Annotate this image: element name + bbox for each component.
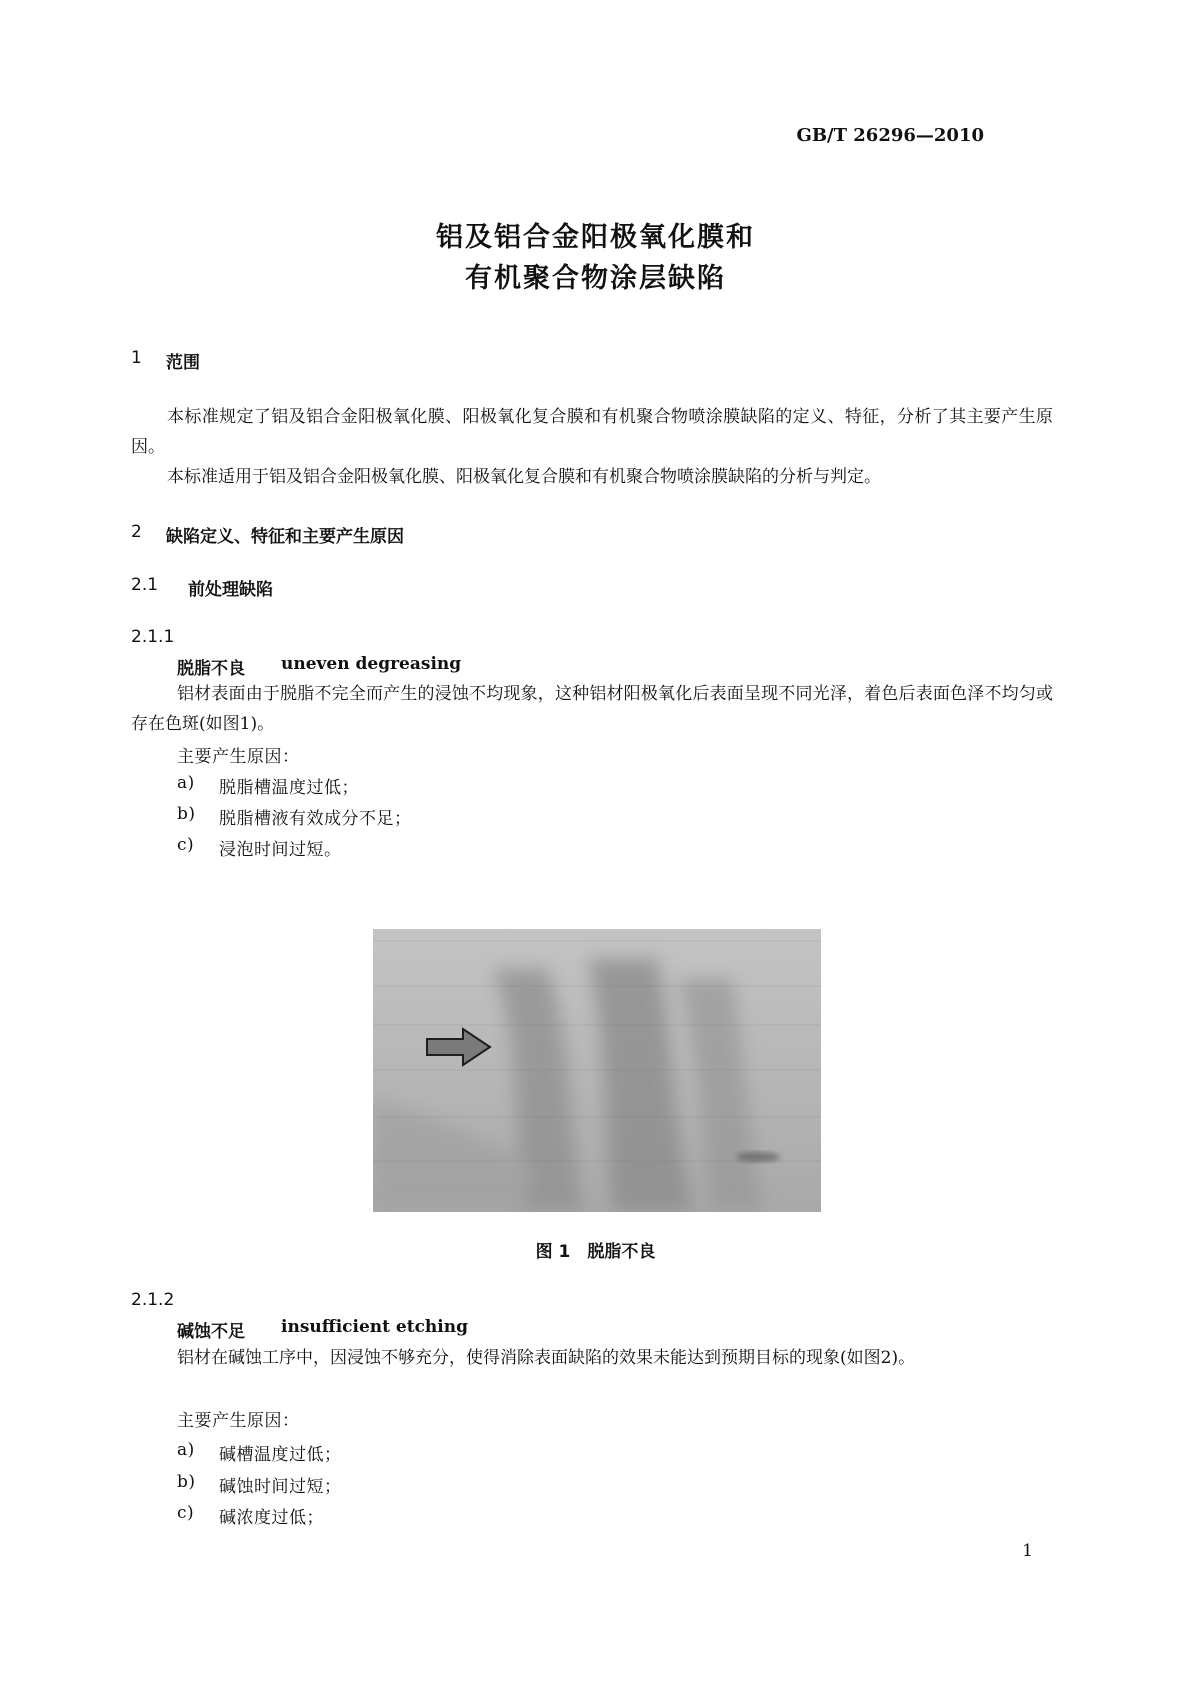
- figure-1-caption: 图 1 脱脂不良: [535, 1242, 656, 1262]
- cause-marker: c): [177, 835, 195, 855]
- section-2-number: 2: [131, 522, 142, 542]
- term-en-insufficient-etching: insufficient etching: [281, 1317, 468, 1337]
- section-1-number: 1: [131, 348, 142, 368]
- section-2-1-1-causes-label: 主要产生原因：: [177, 747, 300, 767]
- cause-text: 碱浓度过低；: [219, 1508, 324, 1528]
- section-2-heading: 缺陷定义、特征和主要产生原因: [166, 527, 404, 547]
- cause-text: 碱槽温度过低；: [219, 1445, 342, 1465]
- cause-marker: b): [177, 804, 196, 824]
- section-2-1-2-number: 2.1.2: [131, 1290, 175, 1310]
- standard-code: GB/T 26296—2010: [796, 125, 984, 146]
- term-en-uneven-degreasing: uneven degreasing: [281, 654, 462, 674]
- section-2-1-2-definition: 铝材在碱蚀工序中，因浸蚀不够充分，使得消除表面缺陷的效果未能达到预期目标的现象(如图2)。: [177, 1348, 916, 1368]
- page-number: 1: [1022, 1541, 1033, 1561]
- cause-text: 脱脂槽液有效成分不足；: [219, 809, 412, 829]
- figure-1-photo: [373, 929, 821, 1212]
- section-2-1-1-definition: 铝材表面由于脱脂不完全而产生的浸蚀不均现象，这种铝材阳极氧化后表面呈现不同光泽，着色后表面色泽不均匀或存在色斑(如图1)。: [131, 684, 1053, 734]
- cause-text: 脱脂槽温度过低；: [219, 778, 359, 798]
- section-2-1-2-causes-label: 主要产生原因：: [177, 1411, 300, 1431]
- cause-marker: c): [177, 1503, 195, 1523]
- section-2-1-heading: 前处理缺陷: [188, 580, 273, 600]
- section-1-paragraph-1: 本标准规定了铝及铝合金阳极氧化膜、阳极氧化复合膜和有机聚合物喷涂膜缺陷的定义、特征，分析了其主要产生原因。: [131, 407, 1053, 457]
- cause-marker: b): [177, 1472, 196, 1492]
- cause-marker: a): [177, 1440, 195, 1460]
- section-1-heading: 范围: [166, 353, 200, 373]
- section-1-paragraph-2: 本标准适用于铝及铝合金阳极氧化膜、阳极氧化复合膜和有机聚合物喷涂膜缺陷的分析与判定。: [167, 467, 881, 487]
- term-zh-uneven-degreasing: 脱脂不良: [177, 659, 245, 679]
- section-2-1-number: 2.1: [131, 575, 159, 595]
- document-title-line1: 铝及铝合金阳极氧化膜和: [436, 222, 755, 253]
- section-2-1-1-number: 2.1.1: [131, 627, 175, 647]
- term-zh-insufficient-etching: 碱蚀不足: [177, 1322, 245, 1342]
- cause-text: 浸泡时间过短。: [219, 840, 342, 860]
- cause-marker: a): [177, 773, 195, 793]
- document-title-line2: 有机聚合物涂层缺陷: [465, 263, 726, 294]
- cause-text: 碱蚀时间过短；: [219, 1477, 342, 1497]
